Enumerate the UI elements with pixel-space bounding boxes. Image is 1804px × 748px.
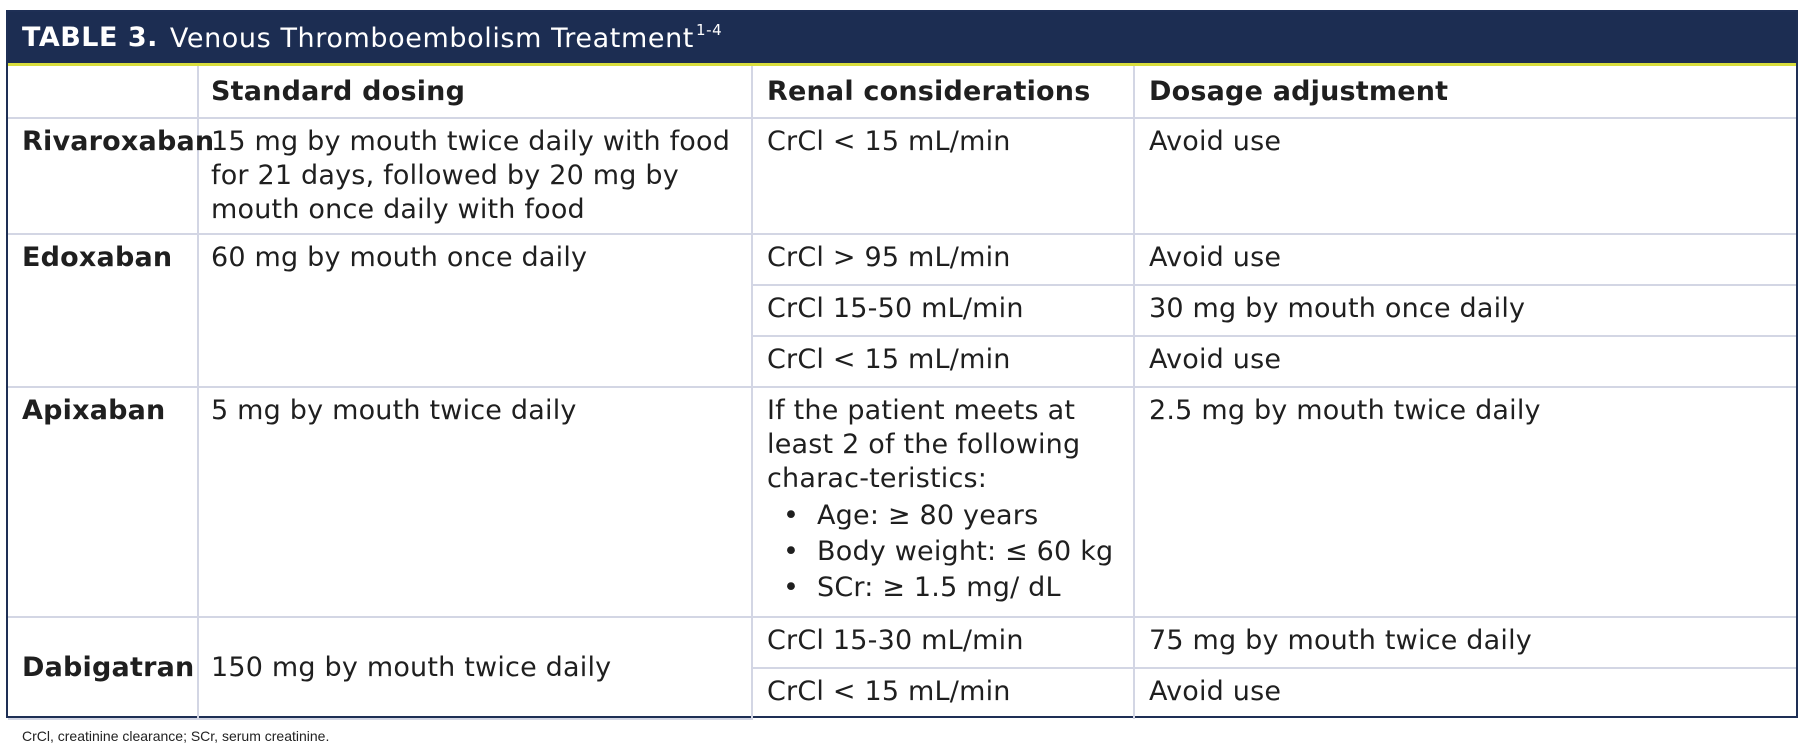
- renal-dabigatran-2: CrCl < 15 mL/min: [752, 668, 1134, 719]
- table-footnote: CrCl, creatinine clearance; SCr, serum creatinine.: [22, 728, 330, 744]
- table-row-dabigatran: [8, 617, 1796, 668]
- header-cell-adjustment: Dosage adjustment: [1134, 66, 1796, 118]
- renal-apixaban: [752, 387, 1134, 617]
- drug-name-rivaroxaban: Rivaroxaban: [8, 118, 198, 234]
- table-title: [170, 21, 722, 54]
- standard-dosing-dabigatran: 150 mg by mouth twice daily: [198, 617, 752, 719]
- standard-dosing-apixaban: 5 mg by mouth twice daily: [198, 387, 752, 617]
- adjust-apixaban: 2.5 mg by mouth twice daily: [1134, 387, 1796, 617]
- renal-edoxaban-2: CrCl 15-50 mL/min: [752, 285, 1134, 336]
- adjust-edoxaban-1: Avoid use: [1134, 234, 1796, 285]
- list-item: • Age: ≥ 80 years: [781, 498, 1119, 534]
- list-item: • SCr: ≥ 1.5 mg/ dL: [781, 570, 1119, 606]
- dosing-table: [8, 66, 1796, 720]
- standard-dosing-rivaroxaban: 15 mg by mouth twice daily with food for 21 days, followed by 20 mg by mouth once daily with food: [198, 118, 752, 234]
- drug-name-dabigatran: Dabigatran: [8, 617, 198, 719]
- renal-edoxaban-1: CrCl > 95 mL/min: [752, 234, 1134, 285]
- list-item: • Body weight: ≤ 60 kg: [781, 534, 1119, 570]
- adjust-edoxaban-2: 30 mg by mouth once daily: [1134, 285, 1796, 336]
- drug-name-edoxaban: Edoxaban: [8, 234, 198, 387]
- table-row-edoxaban: [8, 234, 1796, 285]
- citation-superscript: 1-4: [695, 21, 723, 39]
- renal-rivaroxaban: CrCl < 15 mL/min: [752, 118, 1134, 234]
- header-cell-drug: [8, 66, 198, 118]
- table-title-text: Venous Thromboembolism Treatment: [169, 23, 694, 54]
- header-cell-standard-dosing: Standard dosing: [198, 66, 752, 118]
- table-title-bar: [8, 12, 1796, 66]
- renal-dabigatran-1: CrCl 15-30 mL/min: [752, 617, 1134, 668]
- table-3: [6, 10, 1798, 718]
- table-label: TABLE 3.: [22, 22, 158, 53]
- header-cell-renal: Renal considerations: [752, 66, 1134, 118]
- renal-apixaban-intro: If the patient meets at least 2 of the following charac-teristics:: [767, 395, 1081, 494]
- adjust-rivaroxaban: Avoid use: [1134, 118, 1796, 234]
- table-row-rivaroxaban: [8, 118, 1796, 234]
- table-row-apixaban: [8, 387, 1796, 617]
- adjust-edoxaban-3: Avoid use: [1134, 336, 1796, 387]
- standard-dosing-edoxaban: 60 mg by mouth once daily: [198, 234, 752, 387]
- adjust-dabigatran-1: 75 mg by mouth twice daily: [1134, 617, 1796, 668]
- adjust-dabigatran-2: Avoid use: [1134, 668, 1796, 719]
- renal-apixaban-criteria-list: [767, 498, 1119, 606]
- header-row: [8, 66, 1796, 118]
- renal-edoxaban-3: CrCl < 15 mL/min: [752, 336, 1134, 387]
- drug-name-apixaban: Apixaban: [8, 387, 198, 617]
